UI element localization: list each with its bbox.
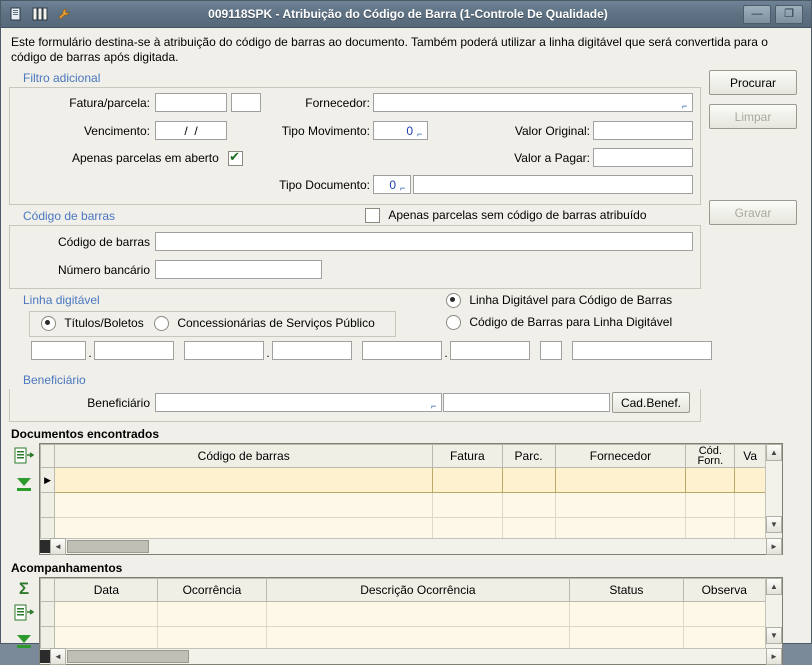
acompanhamentos-hscrollbar[interactable] xyxy=(40,648,782,664)
linha-separator-2: . xyxy=(266,346,270,360)
acompanhamentos-table xyxy=(40,578,766,649)
row-selector[interactable] xyxy=(41,627,55,650)
cell-status[interactable] xyxy=(570,627,683,650)
radio-codigo-para-linha-label: Código de Barras para Linha Digitável xyxy=(469,315,673,329)
cell-data[interactable] xyxy=(55,627,158,650)
documentos-vscrollbar[interactable] xyxy=(765,444,782,539)
cell-ocorrencia[interactable] xyxy=(158,627,266,650)
documentos-title: Documentos encontrados xyxy=(11,427,160,441)
title-bar-icons xyxy=(1,5,73,23)
acompanhamentos-title: Acompanhamentos xyxy=(11,561,123,575)
row-selector[interactable] xyxy=(41,602,55,627)
window-title: 009118SPK - Atribuição do Código de Barra (1-Controle De Qualidade) xyxy=(208,7,608,21)
fornecedor-input[interactable] xyxy=(373,93,693,112)
table-row[interactable] xyxy=(41,518,766,540)
acompanhamentos-grid[interactable] xyxy=(39,577,783,665)
documentos-grid[interactable] xyxy=(39,443,783,555)
cell-codigo-barras[interactable] xyxy=(55,493,433,518)
cell-fatura[interactable] xyxy=(433,493,502,518)
column-header-data[interactable]: Data xyxy=(55,579,158,602)
export-icon[interactable] xyxy=(14,604,34,625)
download-icon[interactable] xyxy=(14,475,34,496)
beneficiario-legend: Beneficiário xyxy=(23,373,86,387)
scroll-right-button[interactable]: ► xyxy=(766,538,782,555)
column-header-valor[interactable]: Va xyxy=(735,445,766,468)
documentos-hscrollbar[interactable] xyxy=(40,538,782,554)
radio-titulos-boletos-label: Títulos/Boletos xyxy=(64,316,144,330)
codigo-barras-label: Código de barras xyxy=(57,235,150,249)
valor-pagar-label: Valor a Pagar: xyxy=(514,151,590,165)
row-selector[interactable]: ▶ xyxy=(41,468,55,493)
column-header-descricao-ocorrencia[interactable]: Descrição Ocorrência xyxy=(266,579,570,602)
filtro-adicional-legend: Filtro adicional xyxy=(23,71,101,85)
form-content xyxy=(1,28,811,665)
fornecedor-lookup-icon[interactable]: ⌐ xyxy=(682,101,688,111)
column-header-status[interactable]: Status xyxy=(570,579,683,602)
valor-original-input[interactable] xyxy=(593,121,693,140)
table-row[interactable] xyxy=(41,627,766,650)
apenas-parcelas-aberto-checkbox[interactable] xyxy=(228,151,243,166)
linha-field-4[interactable] xyxy=(272,341,352,360)
linha-separator-1: . xyxy=(88,346,92,360)
fatura-input[interactable] xyxy=(155,93,227,112)
maximize-button[interactable]: ❐ xyxy=(775,5,803,24)
linha-field-5[interactable] xyxy=(362,341,442,360)
column-header-cod-forn[interactable]: Cód. Forn. xyxy=(686,445,735,468)
tipo-documento-desc-input[interactable] xyxy=(413,175,693,194)
scroll-left-button[interactable]: ◄ xyxy=(50,538,66,555)
column-header-fatura[interactable]: Fatura xyxy=(433,445,502,468)
valor-pagar-input[interactable] xyxy=(593,148,693,167)
linha-field-8[interactable] xyxy=(572,341,712,360)
scroll-down-button[interactable]: ▼ xyxy=(766,516,782,533)
apenas-parcelas-aberto-row[interactable] xyxy=(72,151,243,166)
cell-parc[interactable] xyxy=(502,493,555,518)
table-row[interactable] xyxy=(41,493,766,518)
cell-codigo-barras[interactable] xyxy=(55,518,433,540)
tipo-movimento-label: Tipo Movimento: xyxy=(281,124,370,138)
cell-cod-forn[interactable] xyxy=(686,468,735,493)
documentos-header-row xyxy=(41,445,766,468)
grid-icon xyxy=(31,5,49,23)
radio-linha-para-codigo-label: Linha Digitável para Código de Barras xyxy=(469,293,673,307)
linha-digitavel-group xyxy=(9,293,699,371)
radio-codigo-para-linha-button[interactable] xyxy=(446,315,461,330)
cell-cod-forn[interactable] xyxy=(686,518,735,540)
linha-field-6[interactable] xyxy=(450,341,530,360)
cad-benef-button[interactable]: Cad.Benef. xyxy=(612,392,690,413)
cell-fornecedor[interactable] xyxy=(555,518,686,540)
column-header-codigo-barras[interactable]: Código de barras xyxy=(55,445,433,468)
acompanhamentos-header-row xyxy=(41,579,766,602)
row-indicator-header xyxy=(41,579,55,602)
cell-data[interactable] xyxy=(55,602,158,627)
wrench-icon xyxy=(55,5,73,23)
column-header-parc[interactable]: Parc. xyxy=(502,445,555,468)
sum-icon[interactable]: Σ xyxy=(18,579,30,598)
numero-bancario-input[interactable] xyxy=(155,260,322,279)
cell-valor[interactable] xyxy=(735,518,766,540)
table-row[interactable] xyxy=(41,468,766,493)
cell-descricao[interactable] xyxy=(266,602,570,627)
acompanhamentos-grid-wrap xyxy=(9,577,783,665)
hscroll-thumb[interactable] xyxy=(67,650,189,663)
cell-fatura[interactable] xyxy=(433,518,502,540)
column-header-observacao[interactable]: Observa xyxy=(683,579,765,602)
numero-bancario-label: Número bancário xyxy=(57,263,150,277)
scroll-right-button[interactable]: ► xyxy=(766,648,782,665)
limpar-button[interactable]: Limpar xyxy=(709,104,797,129)
column-header-fornecedor[interactable]: Fornecedor xyxy=(555,445,686,468)
beneficiario-group xyxy=(9,389,701,422)
minimize-button[interactable]: — xyxy=(743,5,771,24)
radio-titulos-boletos[interactable] xyxy=(41,316,144,331)
fatura-parcela-label: Fatura/parcela: xyxy=(69,96,150,110)
cell-parc[interactable] xyxy=(502,518,555,540)
apenas-sem-codigo-row[interactable] xyxy=(365,208,647,223)
linha-field-7[interactable] xyxy=(540,341,562,360)
vencimento-input[interactable] xyxy=(155,121,227,140)
beneficiario-code-input[interactable] xyxy=(155,393,442,412)
valor-original-label: Valor Original: xyxy=(514,124,590,138)
cell-observacao[interactable] xyxy=(683,602,765,627)
title-bar xyxy=(1,1,811,28)
radio-concessionarias-label: Concessionárias de Serviços Público xyxy=(177,316,375,330)
radio-linha-para-codigo[interactable] xyxy=(446,293,672,308)
beneficiario-name-input[interactable] xyxy=(443,393,610,412)
tipo-documento-lookup-icon[interactable]: ⌐ xyxy=(400,183,406,193)
linha-field-2[interactable] xyxy=(94,341,174,360)
radio-titulos-boletos-button[interactable] xyxy=(41,316,56,331)
cell-ocorrencia[interactable] xyxy=(158,602,266,627)
document-icon xyxy=(7,5,25,23)
documentos-toolbar xyxy=(9,443,39,555)
export-icon[interactable] xyxy=(14,447,34,468)
acompanhamentos-vscrollbar[interactable] xyxy=(765,578,782,649)
cell-codigo-barras[interactable] xyxy=(55,468,433,493)
cell-valor[interactable] xyxy=(735,493,766,518)
cell-fatura[interactable] xyxy=(433,468,502,493)
form-description: Este formulário destina-se à atribuição do código de barras ao documento. Também poderá utilizar a linha digitável que será convertida para o código de barras após digitada. xyxy=(11,35,768,64)
cell-status[interactable] xyxy=(570,602,683,627)
codigo-barras-input[interactable] xyxy=(155,232,693,251)
acompanhamentos-toolbar xyxy=(9,577,39,665)
linha-separator-3: . xyxy=(444,346,448,360)
tipo-movimento-lookup-icon[interactable]: ⌐ xyxy=(417,129,423,139)
apenas-sem-codigo-checkbox[interactable] xyxy=(365,208,380,223)
linha-field-3[interactable] xyxy=(184,341,264,360)
cell-cod-forn[interactable] xyxy=(686,493,735,518)
scroll-up-button[interactable]: ▲ xyxy=(766,578,782,595)
cell-descricao[interactable] xyxy=(266,627,570,650)
cell-valor[interactable] xyxy=(735,468,766,493)
row-selector[interactable] xyxy=(41,493,55,518)
scroll-down-button[interactable]: ▼ xyxy=(766,627,782,644)
linha-field-1[interactable] xyxy=(31,341,86,360)
cell-fornecedor[interactable] xyxy=(555,468,686,493)
cell-fornecedor[interactable] xyxy=(555,493,686,518)
apenas-sem-codigo-label: Apenas parcelas sem código de barras atribuído xyxy=(388,208,647,222)
cell-observacao[interactable] xyxy=(683,627,765,650)
apenas-parcelas-aberto-label: Apenas parcelas em aberto xyxy=(72,151,219,165)
radio-concessionarias-button[interactable] xyxy=(154,316,169,331)
gravar-button[interactable]: Gravar xyxy=(709,200,797,225)
vencimento-label: Vencimento: xyxy=(83,124,150,138)
hscroll-thumb[interactable] xyxy=(67,540,149,553)
linha-digitavel-fields xyxy=(31,341,712,360)
window-controls xyxy=(743,5,811,24)
procurar-button[interactable]: Procurar xyxy=(709,70,797,95)
documentos-table xyxy=(40,444,766,539)
radio-concessionarias[interactable] xyxy=(154,316,375,331)
row-indicator-header xyxy=(41,445,55,468)
linha-digitavel-legend: Linha digitável xyxy=(23,293,100,307)
beneficiario-label: Beneficiário xyxy=(87,396,150,410)
download-icon[interactable] xyxy=(14,632,34,653)
radio-linha-para-codigo-button[interactable] xyxy=(446,293,461,308)
beneficiario-lookup-icon[interactable]: ⌐ xyxy=(431,401,437,411)
table-row[interactable] xyxy=(41,602,766,627)
radio-codigo-para-linha[interactable] xyxy=(446,315,672,330)
scroll-left-button[interactable]: ◄ xyxy=(50,648,66,665)
scroll-up-button[interactable]: ▲ xyxy=(766,444,782,461)
fornecedor-label: Fornecedor: xyxy=(305,96,370,110)
column-header-ocorrencia[interactable]: Ocorrência xyxy=(158,579,266,602)
documentos-grid-wrap xyxy=(9,443,783,555)
tipo-documento-label: Tipo Documento: xyxy=(279,178,370,192)
codigo-barras-legend: Código de barras xyxy=(23,209,116,223)
row-selector[interactable] xyxy=(41,518,55,540)
cell-parc[interactable] xyxy=(502,468,555,493)
